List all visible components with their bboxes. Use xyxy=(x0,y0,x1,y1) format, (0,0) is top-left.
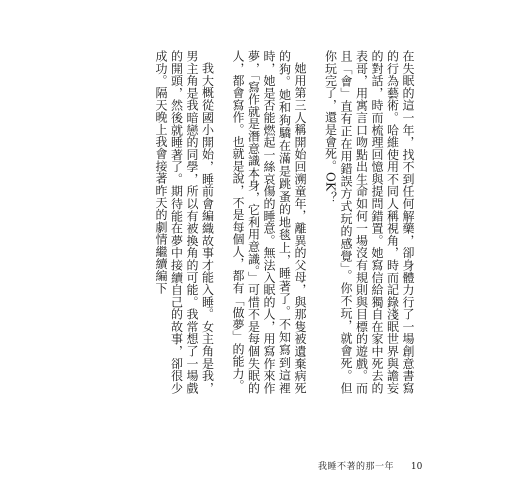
paragraph-1: 在失眠的這一年，找不到任何解藥，卻身體力行了一場創意書寫的行為藝術。哈維使用不同人稱視角，時而記錄淺眠世界與譫妄的對話，時而梳理回憶與提問錯置。她寫信給獨自在家中死去的表哥，用寓言口吻點出生命如何一場沒有規則與目標的遊戲。而且「會」直有正在用錯誤方式玩的感覺」。你不玩，就會死。但你玩完了，還是會死。OK？ xyxy=(323,50,415,394)
running-title: 我睡不著的那一年 xyxy=(318,462,395,472)
paragraph-3: 我大概從國小開始，睡前會編織故事才能入睡。女主角是我，男主角是我暗戀的同學，所以有被換角的可能。我常想了一場戲的開頭，然後就睡著了。期待能在夢中接續自己的故事，卻很少成功。隔天晚上我會接著昨天的劇情繼續編下 xyxy=(154,50,215,394)
page-number: 10 xyxy=(410,462,423,472)
paragraph-2: 她用第三人稱開始回溯童年，離異的父母，與那隻被遺棄病死的狗。她和狗驕在滿是跳蚤的地毯上，睡著了。不知寫到這裡時，她是否能燃起一絲哀傷的睡意。無法入眠的人，用寫作來作夢，「寫作就是潛意識本身，它利用意識。」可惜不是每個失眠的人，都會寫作。也就是說，不是每個人，都有「做夢」的能力。 xyxy=(231,50,307,394)
vertical-text-body xyxy=(115,50,415,394)
page-footer xyxy=(318,459,422,472)
